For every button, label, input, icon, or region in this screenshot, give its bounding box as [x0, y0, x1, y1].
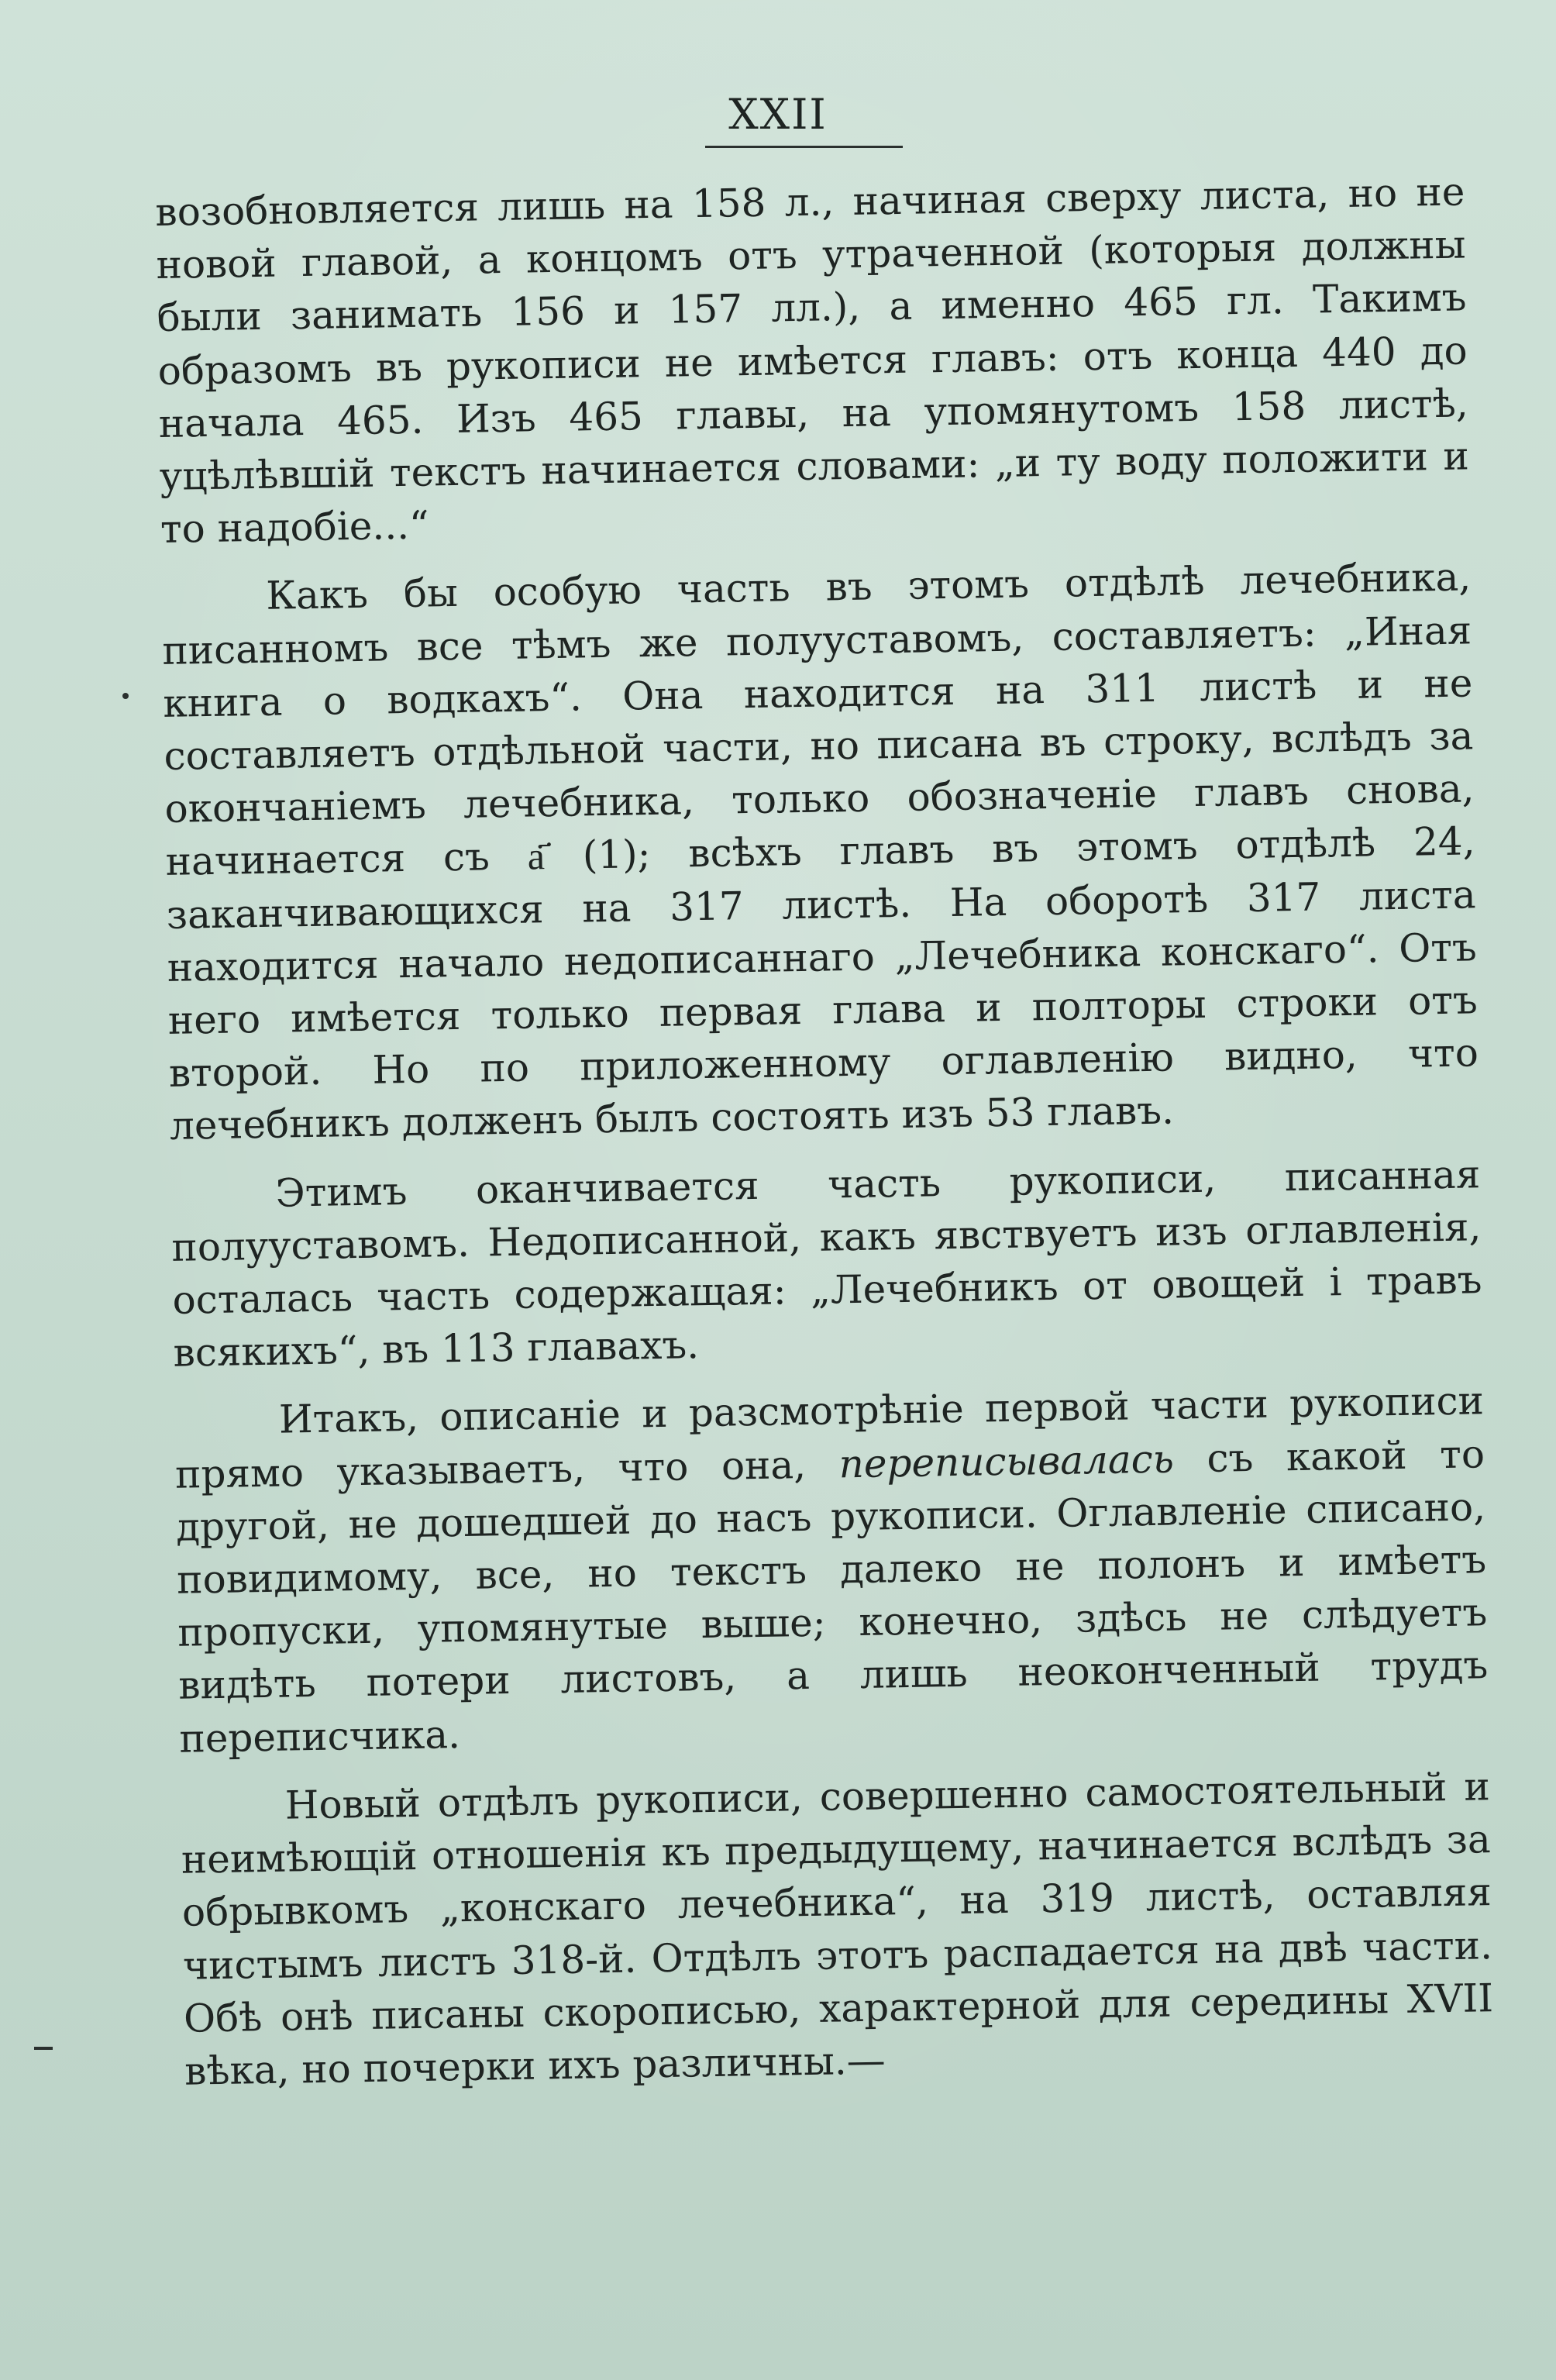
paragraph-new-section: Новый отдѣлъ рукописи, совершенно самостоятельный и неимѣющій отношенія къ предыдущему, начинается вслѣдъ за обрывкомъ „конскаго лечебника“, на 319 листѣ, оставляя чистымъ листъ 318-й. Отдѣлъ этотъ распадается на двѣ части. Обѣ онѣ писаны скорописью, характерной для середины XVII вѣка, но почерки ихъ различны.— [181, 1764, 1494, 2094]
header-rule [705, 146, 903, 148]
conclusion-text-start: Итакъ, описаніе и разсмотрѣніе первой части рукописи прямо указываетъ, что она, [174, 1378, 1485, 1497]
margin-dot-mark [122, 693, 129, 699]
conclusion-emphasis: переписывалась [838, 1436, 1175, 1487]
paragraph-continuation: возобновляется лишь на 158 л., начиная сверху листа, но не новой главой, а концомъ отъ утраченной (которыя должны были занимать 156 и 157 лл.), а именно 465 гл. Такимъ образомъ въ рукописи не имѣется главъ: отъ конца 440 до начала 465. Изъ 465 главы, на упомянутомъ 158 листѣ, уцѣлѣвшій текстъ начинается словами: „и ту воду положити и то надобіе...“ [155, 169, 1470, 553]
conclusion-text-end: съ какой то другой, не дошедшей до насъ рукописи. Оглавленіе списано, повидимому, все, но текстъ далеко не полонъ и имѣетъ пропуски, упомянутые выше; конечно, здѣсь не слѣдуетъ видѣть потери листовъ, а лишь неоконченный трудъ переписчика. [175, 1431, 1489, 1762]
paragraph-book-of-vodkas: Какъ бы особую часть въ этомъ отдѣлѣ лечебника, писанномъ все тѣмъ же полууставомъ, составляетъ: „Иная книга о водкахъ“. Она находится на 311 листѣ и не составляетъ отдѣльной части, но писана въ строку, вслѣдъ за окончаніемъ лечебника, только обозначеніе главъ снова, начинается съ а҃ (1); всѣхъ главъ въ этомъ отдѣлѣ 24, заканчивающихся на 317 листѣ. На оборотѣ 317 листа находится начало недописаннаго „Лечебника конскаго“. Отъ него имѣется только первая глава и полторы строки отъ второй. Но по приложенному оглавленію видно, что лечебникъ долженъ былъ состоять изъ 53 главъ. [161, 554, 1479, 1149]
page-header [0, 91, 1556, 138]
margin-dash-mark [34, 2047, 53, 2050]
body-text [155, 165, 1495, 2113]
paragraph-poluustav-end: Этимъ оканчивается часть рукописи, писанная полууставомъ. Недописанной, какъ явствуетъ изъ оглавленія, осталась часть содержащая: „Лечебникъ от овощей і травъ всякихъ“, въ 113 главахъ. [171, 1151, 1482, 1376]
page-number: XXII [728, 90, 828, 139]
paragraph-conclusion [174, 1375, 1489, 1765]
